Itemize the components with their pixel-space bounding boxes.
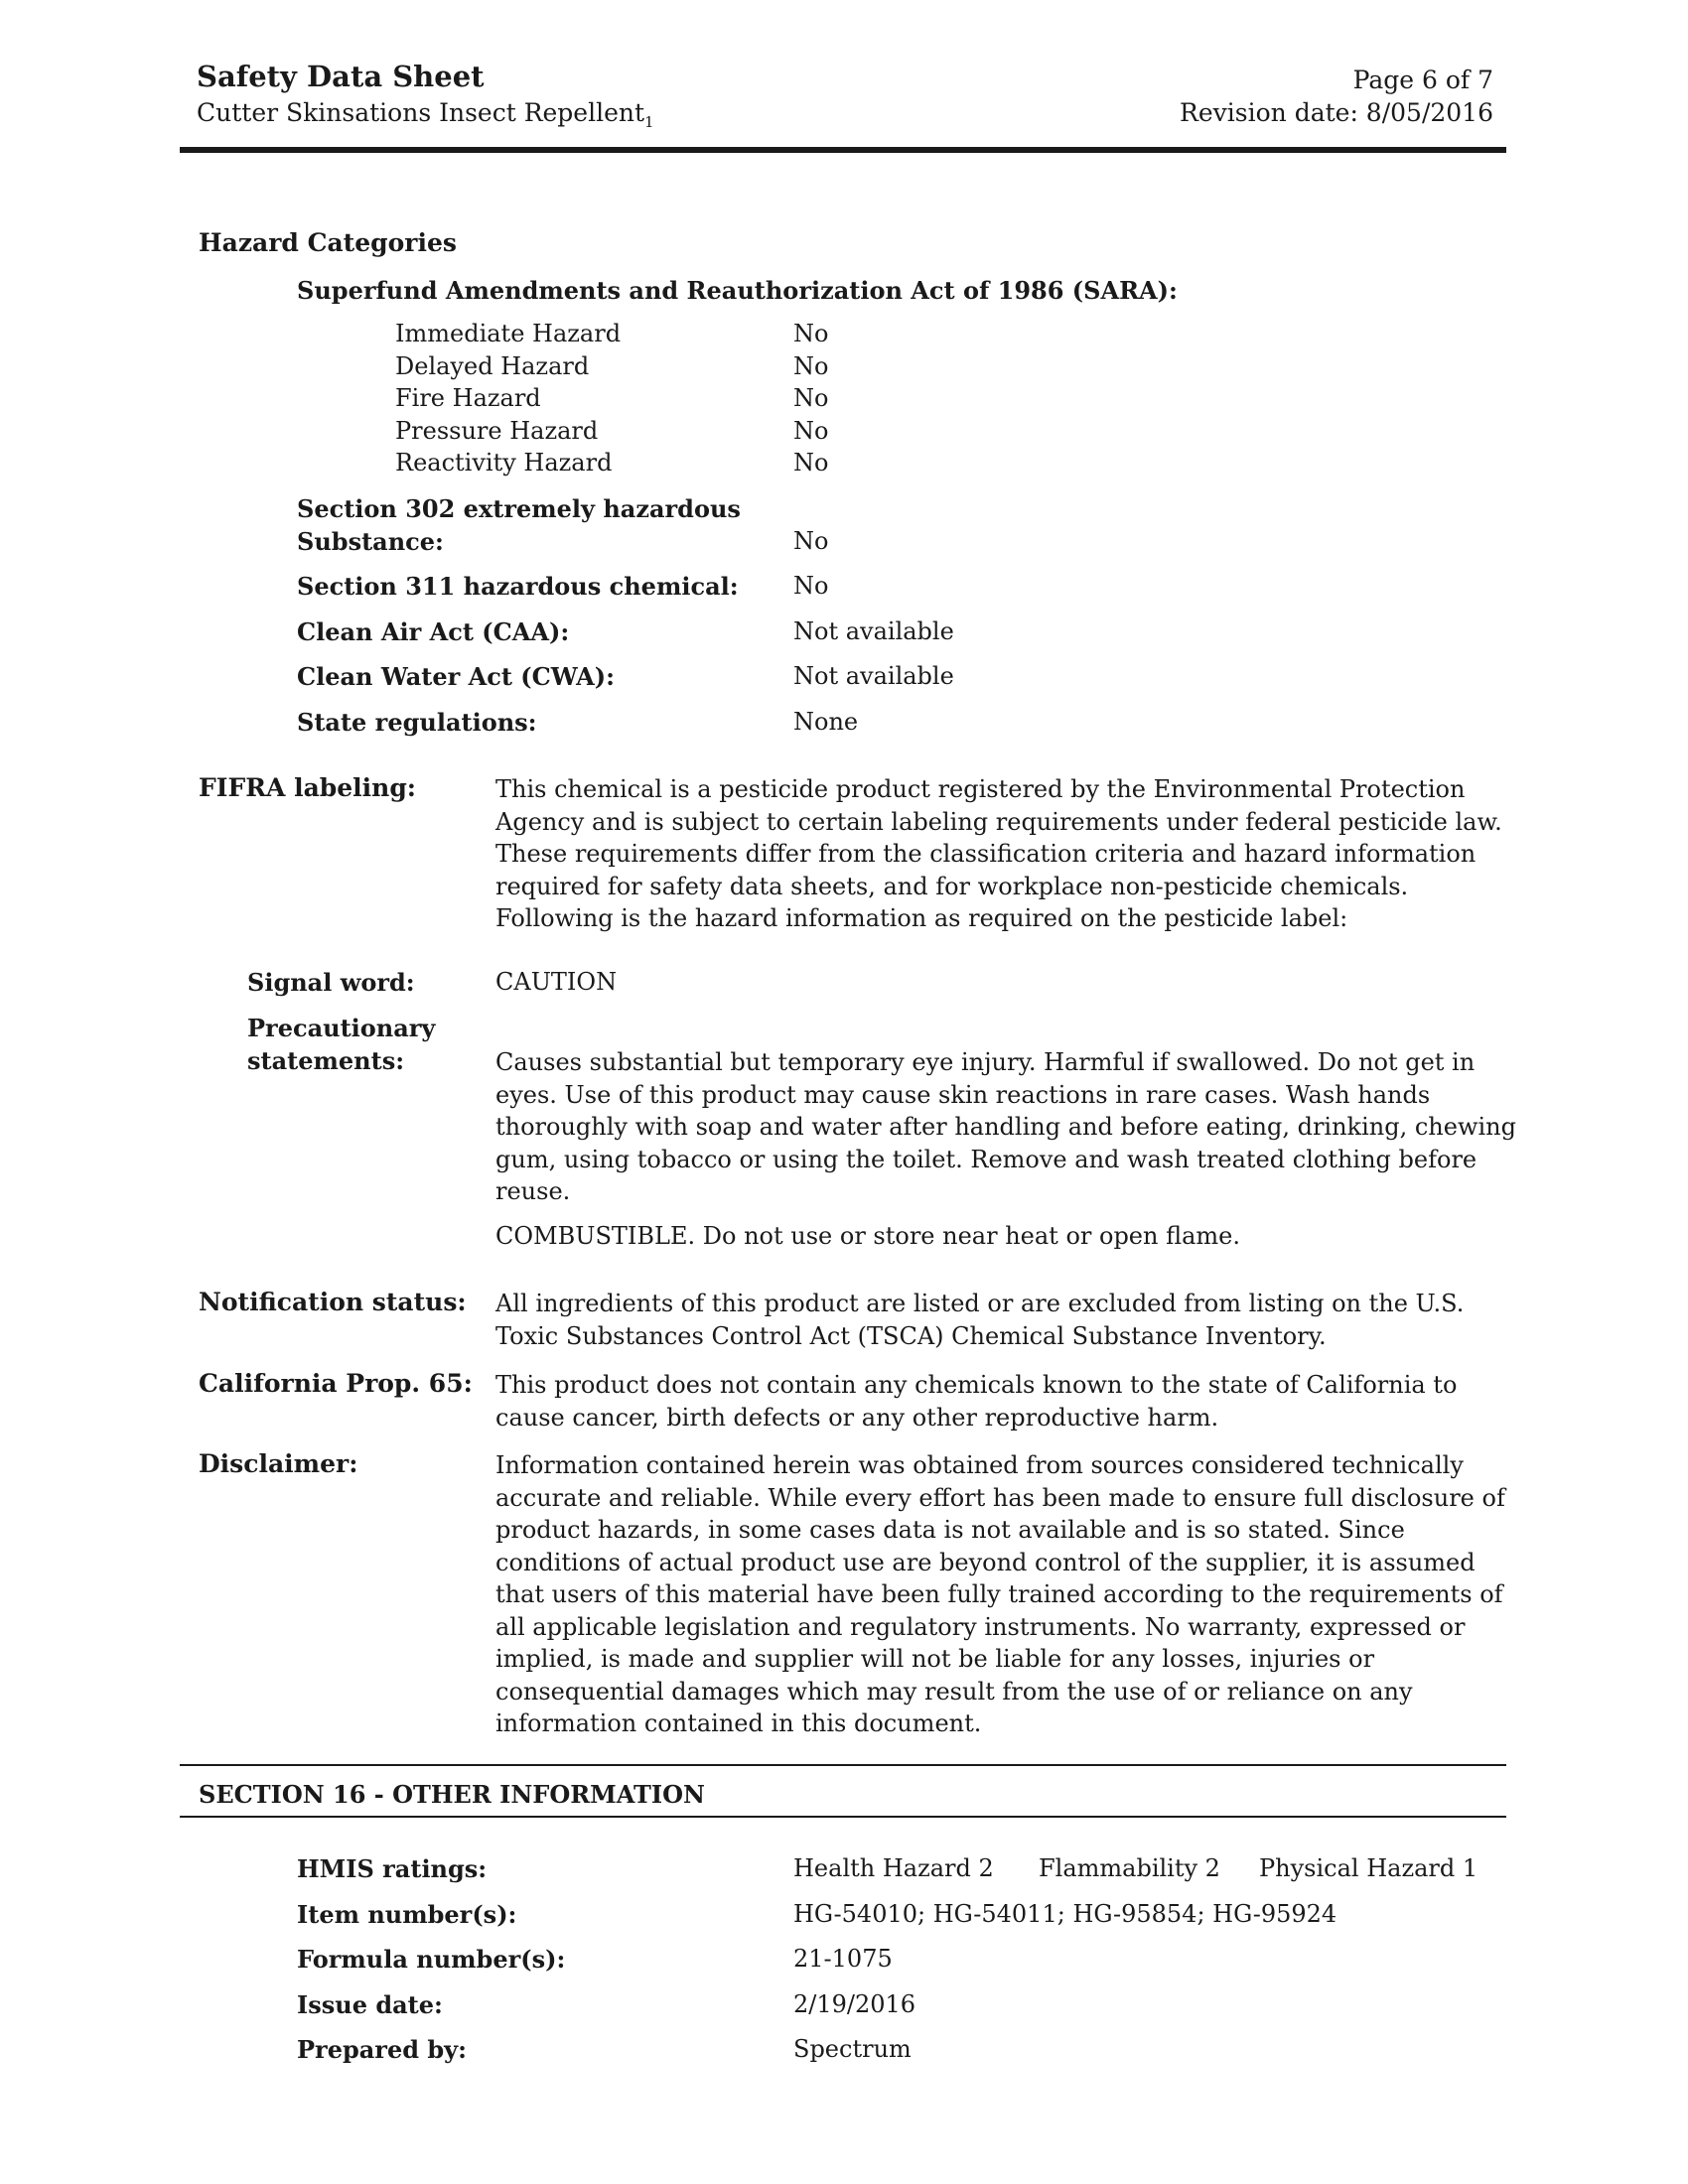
sara-item-label: Fire Hazard [395, 384, 541, 412]
precautionary-text-line: gum, using tobacco or using the toilet. Remove and wash treated clothing before [495, 1145, 1477, 1173]
state-regulations-label: State regulations: [297, 708, 537, 737]
section-302-value: No [793, 527, 829, 555]
notification-status-label: Notification status: [199, 1288, 467, 1316]
section-311-label: Section 311 hazardous chemical: [297, 572, 739, 601]
signal-word-label: Signal word: [247, 968, 415, 997]
precautionary-label-line1: Precautionary [247, 1014, 436, 1042]
disclaimer-text-line: product hazards, in some cases data is not available and is so stated. Since [495, 1516, 1405, 1544]
fifra-text-line: These requirements differ from the classification criteria and hazard information [495, 840, 1477, 868]
disclaimer-text-line: that users of this material have been fully trained according to the requirements of [495, 1580, 1503, 1608]
fifra-text-line: required for safety data sheets, and for workplace non-pesticide chemicals. [495, 872, 1409, 900]
state-regulations-value: None [793, 708, 859, 736]
section16-bottom-rule [180, 1816, 1506, 1818]
sara-item-value: No [793, 417, 829, 445]
prop65-text-line: cause cancer, birth defects or any other reproductive harm. [495, 1403, 1219, 1432]
hmis-flammability: Flammability 2 [1039, 1854, 1220, 1882]
cwa-value: Not available [793, 662, 954, 690]
precautionary-text [495, 1046, 1516, 1208]
fifra-label: FIFRA labeling: [199, 773, 417, 802]
hmis-physical-hazard: Physical Hazard 1 [1259, 1854, 1478, 1882]
hmis-health-hazard: Health Hazard 2 [793, 1854, 994, 1882]
caa-value: Not available [793, 617, 954, 645]
disclaimer-text-line: information contained in this document. [495, 1709, 982, 1737]
prepared-by-value: Spectrum [793, 2035, 912, 2063]
sara-item-label: Pressure Hazard [395, 417, 599, 445]
fifra-text [495, 773, 1502, 935]
issue-date-value: 2/19/2016 [793, 1990, 916, 2018]
caa-label: Clean Air Act (CAA): [297, 617, 570, 646]
sara-item-value: No [793, 352, 829, 380]
notification-text-line: All ingredients of this product are listed or are excluded from listing on the U.S. [495, 1290, 1465, 1317]
section-311-value: No [793, 572, 829, 600]
disclaimer-text-line: Information contained herein was obtained from sources considered technically [495, 1451, 1464, 1479]
formula-numbers-value: 21-1075 [793, 1945, 893, 1973]
section16-top-rule [180, 1764, 1506, 1766]
product-name-subscript: 1 [644, 113, 654, 131]
hmis-label: HMIS ratings: [297, 1854, 488, 1883]
hazard-categories-heading: Hazard Categories [199, 228, 457, 257]
disclaimer-text [495, 1449, 1505, 1740]
cwa-label: Clean Water Act (CWA): [297, 662, 616, 691]
sara-item-value: No [793, 384, 829, 412]
precautionary-label-line2: statements: [247, 1046, 405, 1075]
item-numbers-label: Item number(s): [297, 1900, 517, 1929]
section16-heading: SECTION 16 - OTHER INFORMATION [199, 1780, 705, 1809]
fifra-text-line: This chemical is a pesticide product registered by the Environmental Protection [495, 775, 1466, 803]
prop65-label: California Prop. 65: [199, 1369, 473, 1398]
disclaimer-text-line: conditions of actual product use are beyond control of the supplier, it is assumed [495, 1548, 1476, 1576]
signal-word-value: CAUTION [495, 968, 618, 996]
fifra-text-line: Following is the hazard information as required on the pesticide label: [495, 904, 1348, 932]
section-302-label-line1: Section 302 extremely hazardous [297, 494, 741, 523]
notification-status-text [495, 1288, 1464, 1352]
page-number: Page 6 of 7 [1352, 66, 1493, 94]
disclaimer-text-line: consequential damages which may result from the use of or reliance on any [495, 1677, 1413, 1706]
disclaimer-text-line: implied, is made and supplier will not be liable for any losses, injuries or [495, 1645, 1375, 1673]
fifra-text-line: Agency and is subject to certain labeling requirements under federal pesticide law. [495, 807, 1502, 836]
disclaimer-text-line: accurate and reliable. While every effort has been made to ensure full disclosure of [495, 1483, 1505, 1512]
revision-date: Revision date: 8/05/2016 [1180, 98, 1493, 127]
section-302-label-line2: Substance: [297, 527, 444, 556]
sara-item-label: Delayed Hazard [395, 352, 590, 380]
issue-date-label: Issue date: [297, 1990, 443, 2019]
disclaimer-text-line: all applicable legislation and regulatory instruments. No warranty, expressed or [495, 1612, 1466, 1641]
product-name-text: Cutter Skinsations Insect Repellent [197, 98, 645, 127]
sara-item-value: No [793, 320, 829, 347]
sara-item-label: Reactivity Hazard [395, 449, 613, 477]
sara-item-value: No [793, 449, 829, 477]
item-numbers-value: HG-54010; HG-54011; HG-95854; HG-95924 [793, 1900, 1337, 1928]
disclaimer-label: Disclaimer: [199, 1449, 358, 1478]
notification-text-line: Toxic Substances Control Act (TSCA) Chemical Substance Inventory. [495, 1321, 1327, 1350]
precautionary-text-line: thoroughly with soap and water after handling and before eating, drinking, chewing [495, 1113, 1516, 1141]
header-divider [180, 147, 1506, 153]
precautionary-text-line: eyes. Use of this product may cause skin reactions in rare cases. Wash hands [495, 1080, 1431, 1109]
product-name [197, 98, 654, 131]
prop65-text-line: This product does not contain any chemicals known to the state of California to [495, 1371, 1458, 1399]
document-title: Safety Data Sheet [197, 60, 485, 93]
precautionary-text-line: Causes substantial but temporary eye injury. Harmful if swallowed. Do not get in [495, 1048, 1476, 1076]
combustible-warning: COMBUSTIBLE. Do not use or store near heat or open flame. [495, 1222, 1240, 1250]
prop65-text [495, 1369, 1457, 1433]
formula-numbers-label: Formula number(s): [297, 1945, 566, 1974]
precautionary-text-line: reuse. [495, 1177, 571, 1205]
prepared-by-label: Prepared by: [297, 2035, 467, 2064]
sara-heading: Superfund Amendments and Reauthorization Act of 1986 (SARA): [297, 276, 1178, 305]
sara-item-label: Immediate Hazard [395, 320, 622, 347]
